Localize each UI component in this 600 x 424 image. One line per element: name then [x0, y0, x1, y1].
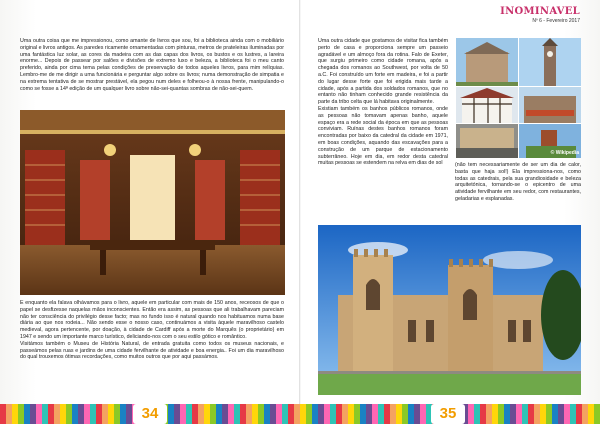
left-paragraph-2	[20, 300, 284, 361]
page-gutter	[299, 0, 301, 404]
right-column-2	[455, 162, 581, 203]
cathedral-photo	[318, 225, 581, 395]
left-paragraph-3-text: Visitámos também o Museu de História Natural, de entrada gratuita como todos os museus nacionais, e passeámos pelas ruas e jardins de uma cidade fervilhante de atividade e boa energia.. Foi um dia maravilhoso do qual trouxemos ótimas recordações, como muitos outros que por aqui passámos.	[20, 340, 284, 361]
right-paragraph-3: (não tem necessariamente de ser um dia de calor, basta que haja sol!) Ela impressiona-nos, como todas as catedrais, pela sua grandiosidade e beleza arquitetónica, tornando-se o epicentro de uma atividade fervilhante em seu redor, com restaurantes, geladarias e esplanadas.	[455, 162, 581, 202]
left-paragraph-2-text: E enquanto ela falava olhávamos para o livro, aquele em particular com mais de 150 anos, receosos de que o papel se desfizesse naquelas mãos inconscientes. Então era assim, as pessoas que ali trabalhavam pareciam não ter consciência do privilégio desse facto; mas no fundo isso é natural quando nos habituamos numa base diária ao que nos rodeia... Não sendo esse o nosso caso, continuámos a visita àquele maravilhoso castelo medieval, agora pertencente, por doação, à cidade de Cardiff após a morte do Marquês (o proprietário) em 1947 e sendo um importante marco turístico, deliciando-nos com o seu estilo gótico e romântico.	[20, 300, 284, 340]
right-paragraph-1: Uma outra cidade que gostamos de visitar fica também perto de casa e proporciona sempre um passeio agradável e um almoço fora da rotina. Falo de Exeter, que surgiu primeiro como cidade romana, após a chegada dos romanos ao Southwest, por volta de 50 a.C. Foi construído um forte em madeira, e foi a partir do lugar desse forte que foi erigida mais tarde a cidade, após a partida dos soldados romanos, que no entanto não tinham conhecido grande resistência da parte da tribo celta que lá habitava originalmente.	[318, 38, 448, 106]
magazine-title: INOMINAVEL	[500, 6, 580, 17]
cathedral-illustration	[318, 225, 581, 395]
page-number-right: 35	[431, 404, 465, 424]
decorative-stripe	[0, 404, 600, 424]
left-paragraph-1: Uma outra coisa que me impressionou, como amante de livros que sou, foi a biblioteca ainda com o mobiliário original e livros antigos. As paredes ricamente ornamentadas com pinturas, metros de prateleiras iluminadas por uma fantástica luz solar, as cores da madeira com as das capas dos livros, os bustos e os lustres, a lareira enorme... Depois de passear por salões e divisões de extremo luxo e beleza, a biblioteca foi o meu canto preferido, ainda por cima tema pelas condições de preservação de todos aqueles livros, para mim relíquias. Lembro-me de me dirigir a uma funcionária e perguntar algo sobre os livros; numa demonstração de simpatia e na extrema tentativa de se mostrar prestável, ela pegou num deles e folheou-o à nossa frente, manipulando-o como se fosse a 14ª edição de um qualquer livro sobre não-sei-quantas sombras de não-sei-quem.	[20, 38, 284, 92]
issue-label: Nº 6 - Fevereiro 2017	[532, 18, 580, 24]
library-illustration	[20, 110, 285, 295]
page-number-left: 34	[133, 404, 167, 424]
collage-illustration	[456, 38, 581, 158]
exeter-collage	[456, 38, 581, 158]
right-paragraph-2: Existiam também os banhos públicos romanos, onde as pessoas não tomavam apenas banho, aquele espaço era a rede social da época em que as pessoas conviviam. Ruínas destes banhos romanos foram encontradas por baixo da catedral da cidade em 1971, em boas condições, aquando das escavações para a construção de um parque de estacionamento subterrâneo. Hoje em dia, em redor desta catedral muitas pessoas se estendem na relva em dias de sol	[318, 105, 448, 167]
masthead	[500, 6, 580, 24]
library-photo	[20, 110, 285, 295]
collage-credit: © Wikipedia	[550, 150, 579, 156]
right-column-1	[318, 38, 448, 167]
